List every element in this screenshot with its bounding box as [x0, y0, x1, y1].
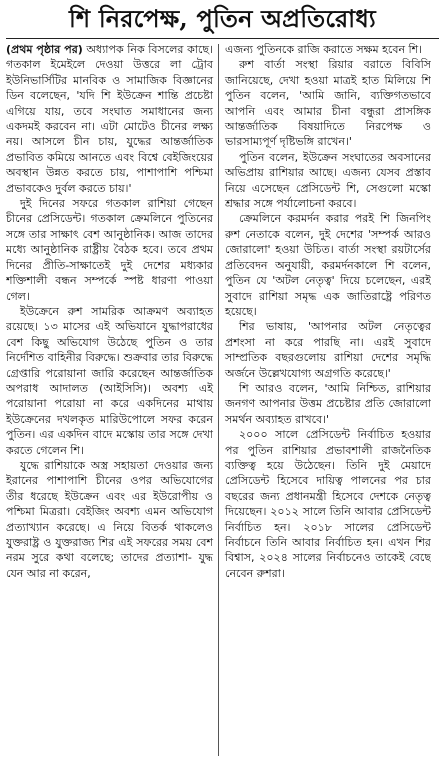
paragraph: পুতিন বলেন, ইউক্রেন সংঘাতের অবসানের অভিপ্রায় রাশিয়ার আছে। এজন্য যেসব প্রস্তাব নিয়ে এসেছেন প্রেসিডেন্ট শি, সেগুলো মস্কো শ্রদ্ধার সঙ্গে পর্যালোচনা করবে।: [225, 150, 431, 211]
paragraph: রুশ বার্তা সংস্থা রিয়ার বরাতে বিবিসি জানিয়েছে, দেখা হওয়া মাত্রই হাত মিলিয়ে শি পুতিন বলেন, 'আমি জানি, ব্যক্তিগতভাবে আপনি এবং আমার চীনা বন্ধুরা প্রাসঙ্গিক আন্তর্জাতিক বিষয়াদিতে নিরপেক্ষ ও ভারসাম্যপূর্ণ দৃষ্টিভঙ্গি রাখেন।': [225, 58, 431, 149]
paragraph: যুদ্ধে রাশিয়াকে অস্ত্র সহায়তা দেওয়ার জন্য ইরানের পাশাপাশি চীনের ওপর অভিযোগের তীর ধরেছে ইউক্রেন এবং এর ইউরোপীয় ও পশ্চিমা মিত্ররা। বেইজিং অবশ্য এমন অভিযোগ প্রত্যাখ্যান করেছে। এ নিয়ে বিতর্ক থাকলেও যুক্তরাষ্ট্র ও যুক্তরাজ্য শির এই সফরের সময় বেশ নরম সুরে কথা বলেছে; তাদের প্রত্যাশা- যুদ্ধ যেন আর না করেন,: [6, 458, 213, 580]
paragraph: শি আরও বলেন, 'আমি নিশ্চিত, রাশিয়ার জনগণ আপনার উত্তম প্রচেষ্টার প্রতি জোরালো সমর্থন অব্যাহত রাখবে।': [225, 381, 431, 426]
paragraph: ক্রেমলিনে করমর্দন করার পরই শি জিনপিং রুশ নেতাকে বলেন, দুই দেশের 'সম্পর্ক আরও জোরালো' হওয়া উচিত। বার্তা সংস্থা রয়টার্সের প্রতিবেদন অনুযায়ী, করমর্দনকালে শি বলেন, পুতিন যে 'অটল নেতৃত্ব' দিয়ে চলেছেন, এরই সুবাদে রাশিয়া সমৃদ্ধ এক জাতিরাষ্ট্রে পরিণত হয়েছে।: [225, 212, 431, 318]
paragraph: ২০০০ সালে প্রেসিডেন্ট নির্বাচিত হওয়ার পর পুতিন রাশিয়ার প্রভাবশালী রাজনৈতিক ব্যক্তিত্ব হয়ে উঠেছেন। তিনি দুই মেয়াদে প্রেসিডেন্ট হিসেবে দায়িত্ব পালনের পর চার বছরের জন্য প্রধানমন্ত্রী হিসেবে দেশকে নেতৃত্ব দিয়েছেন। ২০১২ সালে তিনি আবার প্রেসিডেন্ট নির্বাচিত হন। ২০১৮ সালের প্রেসিডেন্ট নির্বাচনে তিনি আবার নির্বাচিত হন। এখন শির বিশ্বাস, ২০২৪ সালের নির্বাচনেও তাকেই বেছে নেবেন রুশরা।: [225, 428, 431, 580]
paragraph: দুই দিনের সফরে গতকাল রাশিয়া গেছেন চীনের প্রেসিডেন্ট। গতকাল ক্রেমলিনে পুতিনের সঙ্গে তার সাক্ষাৎ বেশ আনুষ্ঠানিক। আজ তাদের মধ্যে আনুষ্ঠানিক রাষ্ট্রীয় বৈঠক হবে। তবে প্রথম দিনের প্রীতি-সাক্ষাতেই দুই দেশের মধ্যকার শক্তিশালী বন্ধন সম্পর্কে স্পষ্ট ধারণা পাওয়া গেল।: [6, 197, 213, 303]
article-body: [6, 42, 439, 764]
left-column: [6, 42, 218, 764]
headline: শি নিরপেক্ষ, পুতিন অপ্রতিরোধ্য: [69, 4, 376, 33]
paragraph: ইউক্রেনে রুশ সামরিক আক্রমণ অব্যাহত রয়েছে। ১৩ মাসের এই অভিযানে যুদ্ধাপরাধের বেশ কিছু অভিযোগ উঠেছে পুতিন ও তার নির্দেশিত বাহিনীর বিরুদ্ধে। শুক্রবার তার বিরুদ্ধে গ্রেপ্তারি পরোয়ানা জারি করেছেন আন্তর্জাতিক অপরাধ আদালত (আইসিসি)। অবশ্য এই পরোয়ানা পরোয়া না করে একদিনের মাথায় ইউক্রেনের দখলকৃত মারিউপোলে সফর করেন পুতিন। এর একদিন বাদে মস্কোয় তার সঙ্গে দেখা করতে গেলেন শি।: [6, 304, 213, 457]
paragraph: শির ভাষায়, 'আপনার অটল নেতৃত্বের প্রশংসা না করে পারছি না। এরই সুবাদে সাম্প্রতিক বছরগুলোয় রাশিয়া দেশের সমৃদ্ধি অর্জনে উল্লেখযোগ্য অগ্রগতি করেছে।': [225, 320, 431, 380]
right-column: [219, 42, 431, 764]
paragraph: [6, 42, 213, 196]
headline-rule: [6, 38, 439, 39]
continued-from-label: (প্রথম পৃষ্ঠার পর): [6, 43, 83, 56]
paragraph-text: অধ্যাপক নিক বিসলের কাছে। গতকাল ইমেইলে দেওয়া উত্তরে লা ট্রোব ইউনিভার্সিটির মানবিক ও সামাজিক বিজ্ঞানের ডিন বলেছেন, 'যদি শি ইউক্রেন শান্তি প্রচেষ্টা এগিয়ে যায়, তবে সংঘাত সমাধানের জন্য একদমই করবেন না। এটা মোটেও চীনের লক্ষ্য নয়। আসলে চীন চায়, যুদ্ধের আন্তর্জাতিক প্রভাবিত কমিয়ে আনতে এবং বিশ্বে বেইজিংয়ের অবস্থান উন্নত করতে চায়, পাশাপাশি পশ্চিমা প্রভাবকেও দুর্বল করতে চায়।': [6, 43, 213, 195]
paragraph: এজন্য পুতিনকে রাজি করাতে সক্ষম হবেন শি।: [225, 43, 423, 56]
